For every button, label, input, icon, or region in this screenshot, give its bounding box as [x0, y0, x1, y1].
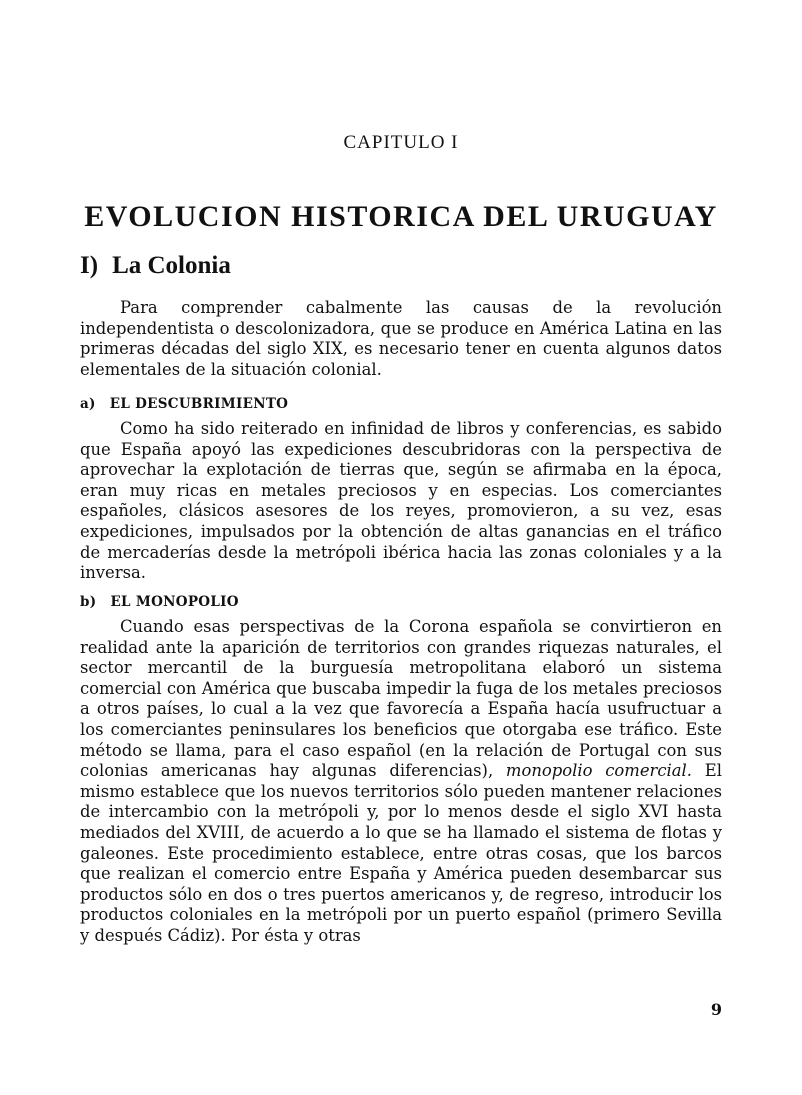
subsection-letter: b) [80, 594, 97, 610]
chapter-title: EVOLUCION HISTORICA DEL URUGUAY [84, 200, 718, 233]
subsection-heading-descubrimiento [80, 396, 288, 412]
subsection-title: EL DESCUBRIMIENTO [109, 396, 289, 412]
subsection-body-descubrimiento [80, 419, 722, 584]
emphasis-monopolio-comercial: monopolio comercial. [505, 761, 692, 781]
section-heading [80, 252, 231, 280]
page-number: 9 [710, 1000, 722, 1019]
paragraph-descubrimiento: Como ha sido reiterado en infinidad de libros y conferencias, es sabido que España apoyó las expediciones descubridoras con la perspectiva de aprovechar la explotación de tierras que, según se afirmaba en la época, eran muy ricas en metales preciosos y en especias. Los comerciantes españoles, clásicos asesores de los reyes, promovieron, a su vez, esas expediciones, impulsados por la obtención de altas ganancias en el tráfico de mercaderías desde la metrópoli ibérica hacia las zonas coloniales y a la inversa. [80, 419, 722, 583]
section-intro-block [80, 298, 722, 380]
subsection-heading-monopolio [80, 594, 239, 610]
paragraph-monopolio-part-1: Cuando esas perspectivas de la Corona española se convirtieron en realidad ante la aparición de territorios con grandes riquezas naturales, el sector mercantil de la burguesía metropolitana elaboró un sistema comercial con América que buscaba impedir la fuga de los metales preciosos a otros países, lo cual a la vez que favorecía a España hacía usufructuar a los comerciantes peninsulares los beneficios que otorgaba ese tráfico. Este método se llama, para el caso español (en la relación de Portugal con sus colonias americanas hay algunas diferencias), [80, 617, 722, 781]
subsection-body-monopolio [80, 617, 722, 947]
paragraph-monopolio [80, 617, 722, 947]
section-title: La Colonia [112, 252, 231, 279]
chapter-label: CAPITULO I [343, 132, 459, 153]
section-number: I) [80, 252, 99, 279]
paragraph-monopolio-part-2: El mismo establece que los nuevos territorios sólo pueden mantener relaciones de intercambio con la metrópoli y, por lo menos desde el siglo XVI hasta mediados del XVIII, de acuerdo a lo que se ha llamado el sistema de flotas y galeones. Este procedimiento establece, entre otras cosas, que los barcos que realizan el comercio entre España y América pueden desembarcar sus productos sólo en dos o tres puertos americanos y, de regreso, introducir los productos coloniales en la metrópoli por un puerto español (primero Sevilla y después Cádiz). Por ésta y otras [80, 761, 722, 945]
section-intro-paragraph: Para comprender cabalmente las causas de la revolución independentista o descolonizadora, que se produce en América Latina en las primeras décadas del siglo XIX, es necesario tener en cuenta algunos datos elementales de la situación colonial. [80, 298, 722, 379]
subsection-letter: a) [80, 396, 96, 412]
subsection-title: EL MONOPOLIO [110, 594, 239, 610]
